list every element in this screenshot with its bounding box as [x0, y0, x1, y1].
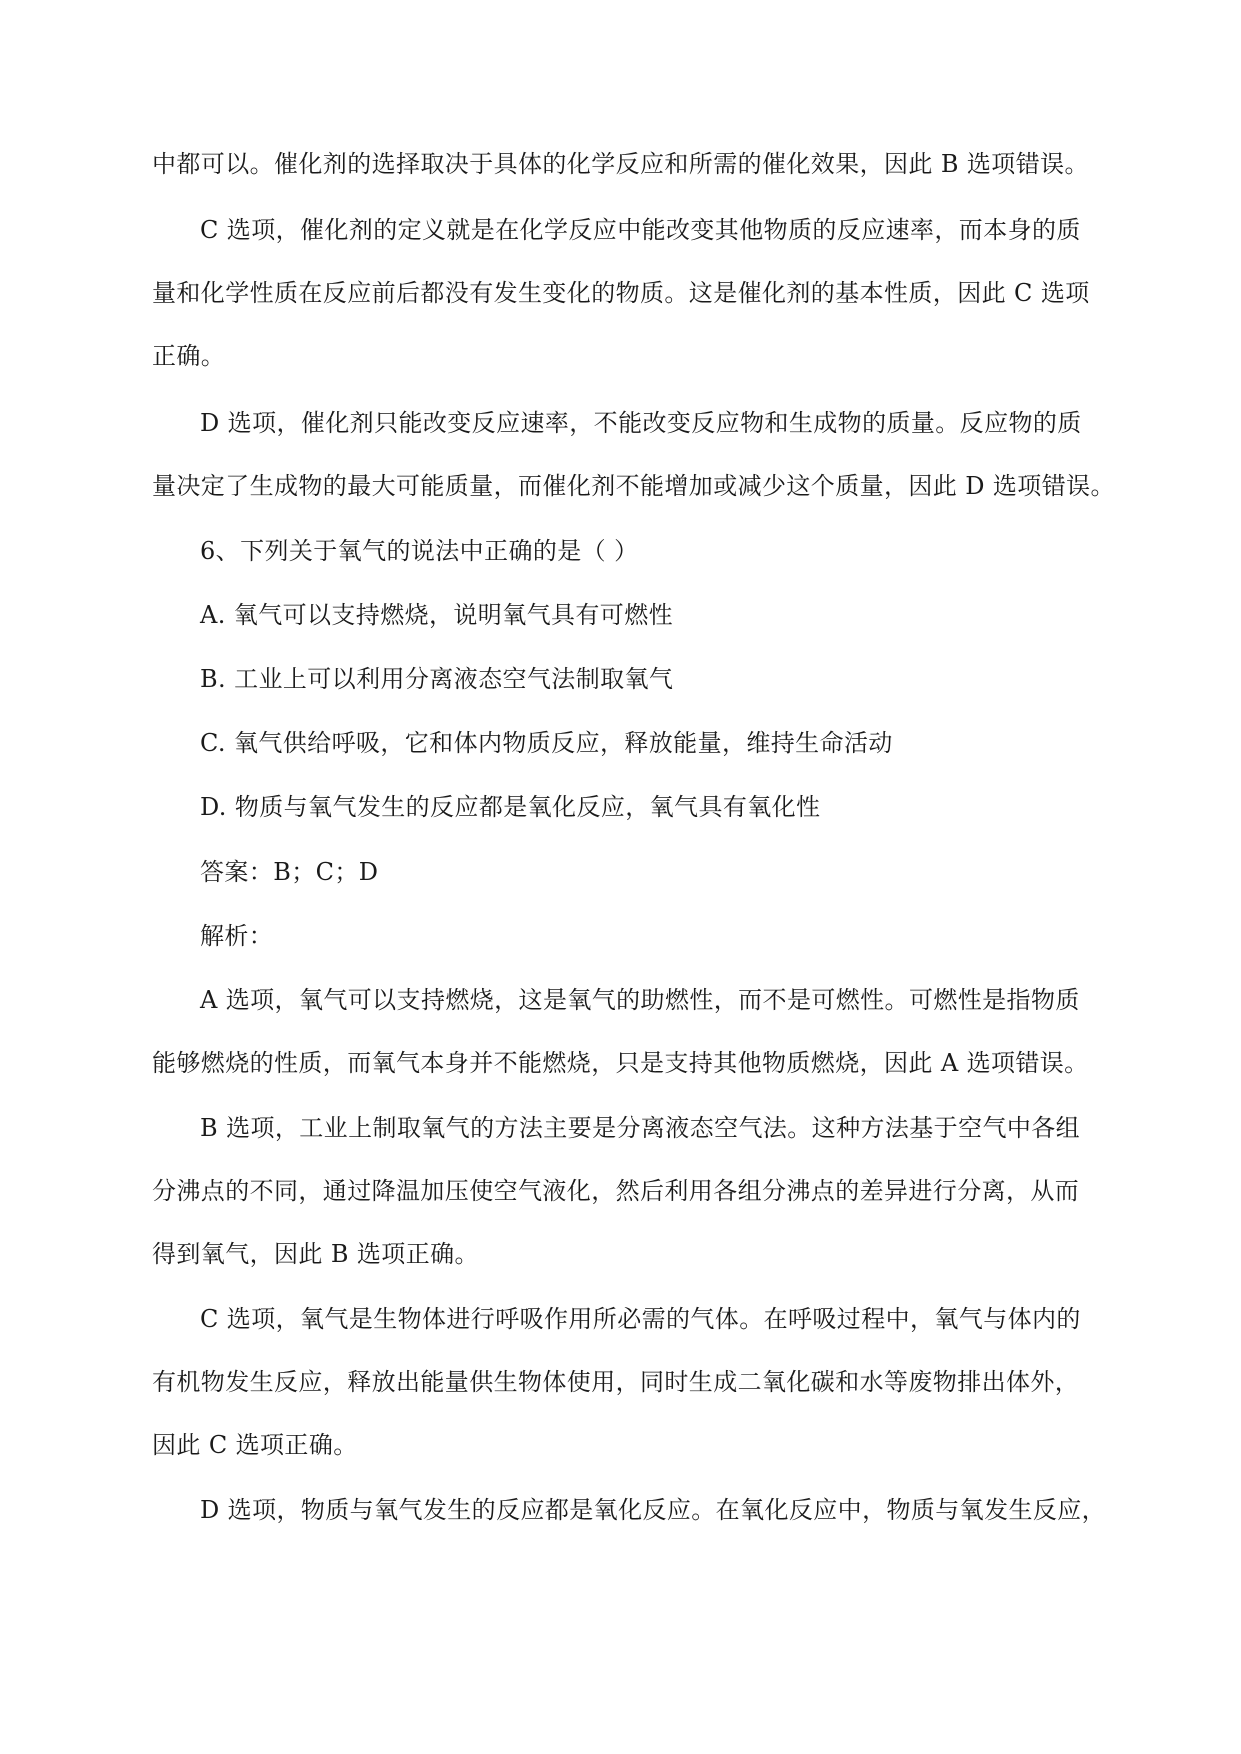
analysis-option-c-end: 因此 C 选项正确。 — [152, 1431, 358, 1459]
text-line-option-d-analysis: D 选项，催化剂只能改变反应速率，不能改变反应物和生成物的质量。反应物的质 — [200, 409, 1082, 437]
analysis-option-a: A 选项，氧气可以支持燃烧，这是氧气的助燃性，而不是可燃性。可燃性是指物质 — [200, 986, 1080, 1014]
analysis-option-c: C 选项，氧气是生物体进行呼吸作用所必需的气体。在呼吸过程中，氧气与体内的 — [200, 1305, 1081, 1333]
text-line-option-c-end: 正确。 — [152, 342, 226, 370]
text-line-option-c-continued: 量和化学性质在反应前后都没有发生变化的物质。这是催化剂的基本性质，因此 C 选项 — [152, 279, 1090, 307]
analysis-option-b-end: 得到氧气，因此 B 选项正确。 — [152, 1240, 479, 1268]
question-6-option-d: D. 物质与氧气发生的反应都是氧化反应，氧气具有氧化性 — [200, 793, 821, 821]
question-6-analysis-heading: 解析： — [200, 922, 274, 950]
question-6-option-b: B. 工业上可以利用分离液态空气法制取氧气 — [200, 665, 674, 693]
text-line-catalyst-b-conclusion: 中都可以。催化剂的选择取决于具体的化学反应和所需的催化效果，因此 B 选项错误。 — [152, 150, 1089, 178]
analysis-option-b-continued: 分沸点的不同，通过降温加压使空气液化，然后利用各组分沸点的差异进行分离，从而 — [152, 1177, 1080, 1205]
question-6-stem: 6、下列关于氧气的说法中正确的是（ ） — [200, 537, 639, 565]
analysis-option-a-continued: 能够燃烧的性质，而氧气本身并不能燃烧，只是支持其他物质燃烧，因此 A 选项错误。 — [152, 1049, 1089, 1077]
analysis-option-b: B 选项，工业上制取氧气的方法主要是分离液态空气法。这种方法基于空气中各组 — [200, 1114, 1081, 1142]
analysis-option-d: D 选项，物质与氧气发生的反应都是氧化反应。在氧化反应中，物质与氧发生反应， — [200, 1496, 1107, 1524]
question-6-option-a: A. 氧气可以支持燃烧，说明氧气具有可燃性 — [200, 601, 673, 629]
text-line-option-c-analysis: C 选项，催化剂的定义就是在化学反应中能改变其他物质的反应速率，而本身的质 — [200, 216, 1081, 244]
text-line-option-d-continued: 量决定了生成物的最大可能质量，而催化剂不能增加或减少这个质量，因此 D 选项错误。 — [152, 472, 1115, 500]
question-6-answer: 答案：B；C；D — [200, 858, 379, 886]
analysis-option-c-continued: 有机物发生反应，释放出能量供生物体使用，同时生成二氧化碳和水等废物排出体外， — [152, 1368, 1080, 1396]
question-6-option-c: C. 氧气供给呼吸，它和体内物质反应，释放能量，维持生命活动 — [200, 729, 893, 757]
